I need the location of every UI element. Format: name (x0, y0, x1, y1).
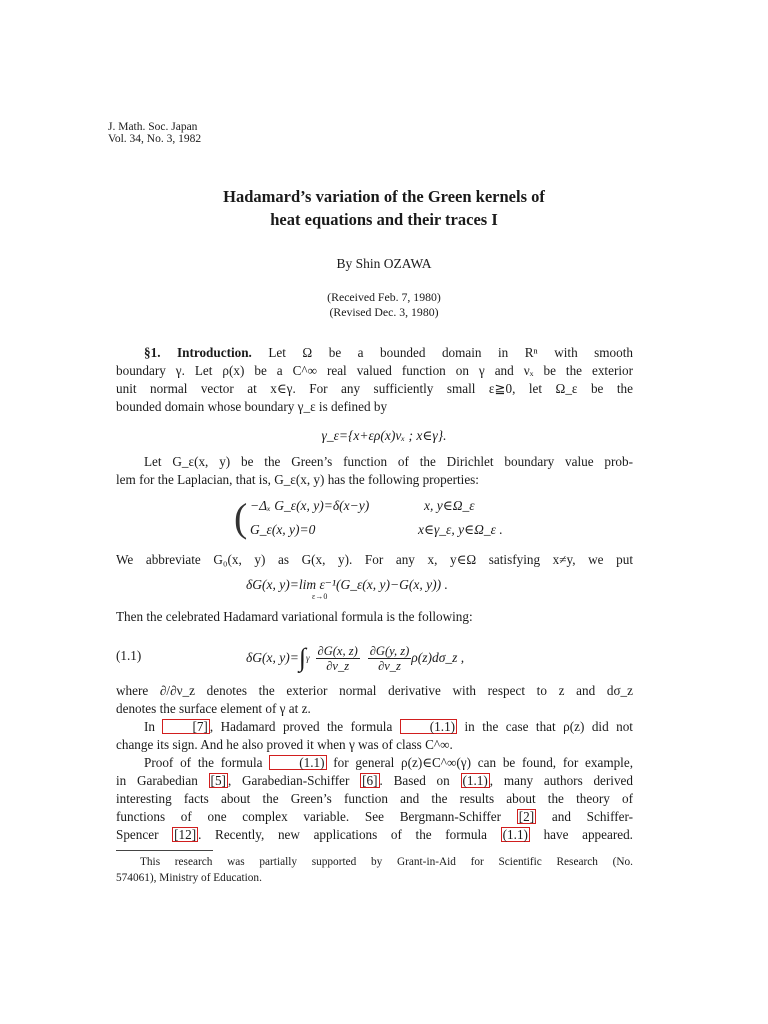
journal-volume: Vol. 34, No. 3, 1982 (108, 132, 202, 145)
where-line-1: where ∂/∂ν_z denotes the exterior normal derivative with respect to z and dσ_z (116, 683, 633, 698)
system-row-2-equation: G_ε(x, y)=0 (250, 522, 316, 537)
green-line-2: lem for the Laplacian, that is, G_ε(x, y) has the following properties: (116, 472, 479, 487)
equation-link-1-1[interactable]: (1.1) (462, 773, 488, 788)
revised-date: (Revised Dec. 3, 1980) (329, 305, 439, 319)
fraction-1-numerator: ∂G(x, z) (317, 643, 358, 658)
proof-line-1 (116, 754, 633, 772)
citation-link-7[interactable]: [7] (162, 719, 209, 734)
text: functions of one complex variable. See Bergmann-Schiffer (116, 809, 517, 824)
paper-title-line-2: heat equations and their traces I (270, 210, 498, 229)
system-row-1-condition: x, y∈Ω_ε (424, 498, 475, 513)
green-line-1: Let G_ε(x, y) be the Green’s function of the Dirichlet boundary value prob- (144, 454, 633, 469)
fraction-2-numerator: ∂G(y, z) (369, 643, 410, 658)
text: in the case that ρ(z) did not (457, 719, 633, 734)
fraction-2-denominator: ∂ν_z (378, 658, 401, 673)
integral-sign: ∫ (298, 643, 306, 672)
text: for general ρ(z)∈C^∞(γ) can be found, for example, (326, 755, 633, 770)
text: , Garabedian-Schiffer (227, 773, 361, 788)
section-number: §1. (144, 345, 161, 360)
formula-tail: ρ(z)dσ_z , (411, 650, 465, 665)
text: in Garabedian (116, 773, 209, 788)
proof-line-2 (116, 772, 633, 790)
where-line-2: denotes the surface element of γ at z. (116, 701, 311, 716)
author: By Shin OZAWA (336, 256, 432, 271)
fraction-1 (316, 644, 360, 673)
journal-name: J. Math. Soc. Japan (108, 121, 198, 133)
text: . Recently, new applications of the formula (198, 827, 501, 842)
equation-delta-g: δG(x, y)=lim ε⁻¹(G_ε(x, y)−G(x, y)) . (246, 577, 448, 592)
citation-link-5[interactable]: [5] (210, 773, 226, 788)
footnote-rule (116, 850, 213, 851)
system-brace: ( (234, 495, 248, 540)
system-row-2-condition: x∈γ_ε, y∈Ω_ε . (418, 522, 503, 537)
text: and Schiffer- (536, 809, 634, 824)
equation-link-1-1[interactable]: (1.1) (269, 755, 326, 770)
intro-line-2: boundary γ. Let ρ(x) be a C^∞ real valued function on γ and νₓ be the exterior (116, 363, 633, 378)
citation-link-6[interactable]: [6] (362, 773, 378, 788)
received-date: (Received Feb. 7, 1980) (327, 290, 441, 304)
text: In (144, 719, 163, 734)
citation-link-2[interactable]: [2] (518, 809, 535, 824)
hadamard-intro-line: Then the celebrated Hadamard variational formula is the following: (116, 609, 473, 624)
text: , Hadamard proved the formula (209, 719, 400, 734)
fraction-1-denominator: ∂ν_z (326, 658, 350, 673)
abbreviate-line: We abbreviate G₀(x, y) as G(x, y). For any x, y∈Ω satisfying x≠y, we put (116, 552, 633, 567)
intro-line-4: bounded domain whose boundary γ_ε is defined by (116, 399, 388, 414)
proof-line-4 (116, 808, 633, 826)
integral-subscript: γ (306, 653, 310, 663)
footnote-line-1: This research was partially supported by Grant-in-Aid for Scientific Research (No. (140, 856, 633, 868)
in7-line-1 (116, 718, 633, 736)
section-heading: Introduction. (176, 345, 252, 360)
paper-title-line-1: Hadamard’s variation of the Green kernels of (223, 187, 545, 206)
text: Proof of the formula (144, 755, 270, 770)
text: , many authors derived (489, 773, 633, 788)
equation-gamma-eps: γ_ε={x+ερ(x)νₓ ; x∈γ}. (321, 428, 447, 443)
footnote-line-2: 574061), Ministry of Education. (116, 872, 262, 884)
limit-subscript: ε→0 (312, 592, 328, 601)
journal-header (108, 122, 201, 145)
proof-line-5 (116, 826, 633, 844)
citation-link-12[interactable]: [12] (174, 827, 197, 842)
intro-line-1 (116, 344, 633, 362)
system-row-1-equation: −Δₓ G_ε(x, y)=δ(x−y) (250, 498, 370, 513)
text: have appeared. (529, 827, 633, 842)
intro-text-1: Let Ω be a bounded domain in Rⁿ with smooth (268, 345, 633, 360)
proof-line-3: interesting facts about the Green’s function and the results about the theory of (116, 791, 633, 806)
fraction-2 (368, 644, 412, 673)
formula-lhs: δG(x, y)= (246, 650, 299, 665)
text: Spencer (116, 827, 173, 842)
text: . Based on (379, 773, 461, 788)
formula-1-1 (246, 638, 464, 678)
equation-link-1-1[interactable]: (1.1) (400, 719, 457, 734)
intro-line-3: unit normal vector at x∈γ. For any sufficiently small ε≧0, let Ω_ε be the (116, 381, 633, 396)
equation-link-1-1[interactable]: (1.1) (502, 827, 528, 842)
in7-line-2: change its sign. And he also proved it when γ was of class C^∞. (116, 737, 453, 752)
formula-label: (1.1) (116, 648, 142, 663)
